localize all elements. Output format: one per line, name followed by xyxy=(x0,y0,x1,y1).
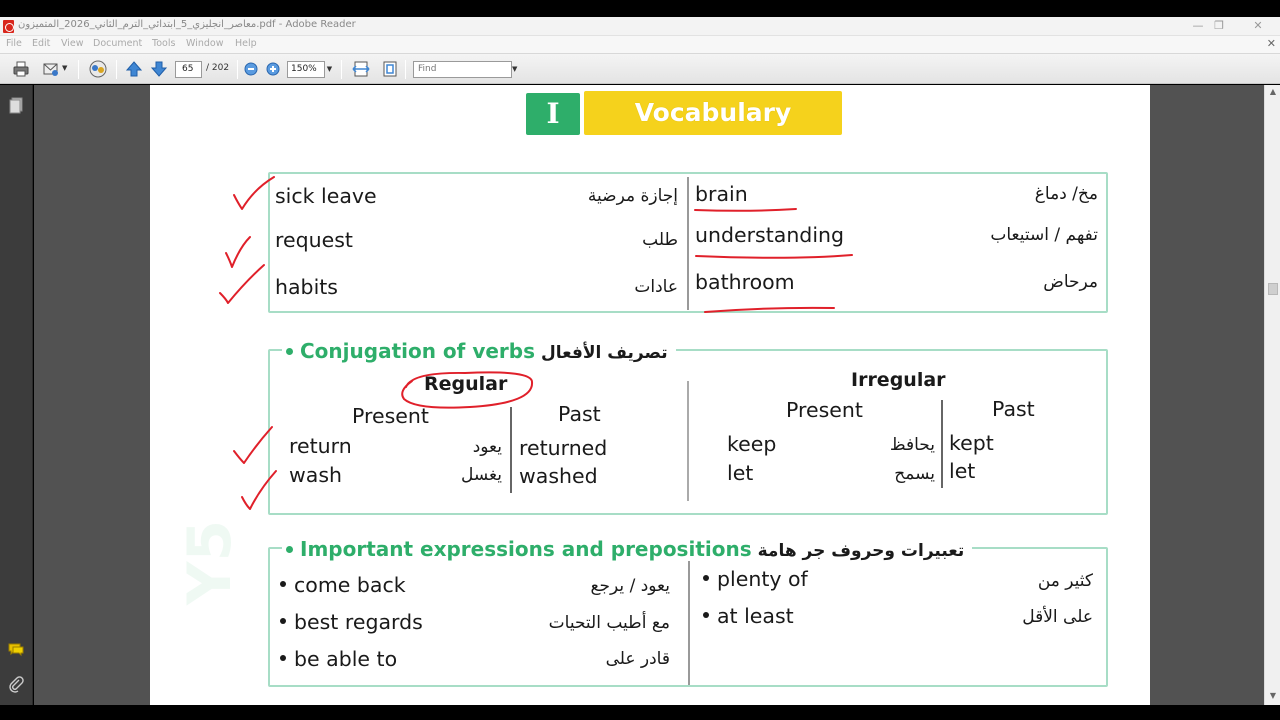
checkmark-icon xyxy=(226,237,250,267)
expression-translation: يعود / يرجع xyxy=(590,576,670,596)
vocab-translation: إجازة مرضية xyxy=(587,186,678,206)
find-input[interactable]: Find xyxy=(413,61,512,78)
regular-present-verb: wash xyxy=(289,463,343,487)
menu-window[interactable]: Window xyxy=(186,38,224,49)
conjugation-title xyxy=(282,339,676,363)
expression-item xyxy=(280,647,397,671)
menu-bar xyxy=(0,36,1280,53)
irregular-present-label: Present xyxy=(786,398,863,422)
menu-help[interactable]: Help xyxy=(235,38,257,49)
toolbar xyxy=(0,53,1280,84)
zoom-out-icon[interactable] xyxy=(244,60,258,78)
section-number: I xyxy=(526,93,580,135)
regular-past-verb: returned xyxy=(519,436,608,460)
document-viewport[interactable] xyxy=(34,85,1264,705)
collaborate-icon[interactable] xyxy=(87,60,109,78)
bottom-bar xyxy=(0,705,1280,720)
arrow-down-icon[interactable] xyxy=(150,60,168,78)
scroll-up-icon[interactable]: ▲ xyxy=(1269,87,1277,96)
vocab-translation: تفهم / استيعاب xyxy=(990,225,1098,245)
expression-item xyxy=(703,604,794,628)
vocabulary-header xyxy=(526,91,842,135)
regular-label: Regular xyxy=(424,373,508,395)
vocab-word: request xyxy=(275,228,353,252)
expression-translation: على الأقل xyxy=(1022,607,1093,627)
regular-present-verb: return xyxy=(289,434,352,458)
regular-verb-translation: يعود xyxy=(472,437,502,457)
scroll-thumb[interactable] xyxy=(1268,283,1278,295)
expression-item xyxy=(280,610,423,634)
irregular-verb-translation: يحافظ xyxy=(889,435,935,455)
expression-item xyxy=(703,567,808,591)
regular-past-label: Past xyxy=(558,402,601,426)
irregular-past-label: Past xyxy=(992,397,1035,421)
irregular-verb-translation: يسمح xyxy=(894,464,935,484)
vocabulary-table xyxy=(268,172,1108,313)
navigation-panel xyxy=(0,85,33,705)
arrow-up-icon[interactable] xyxy=(125,60,143,78)
pdf-page xyxy=(150,85,1150,705)
conjugation-title-ar: تصريف الأفعال xyxy=(541,343,668,363)
fit-page-icon[interactable] xyxy=(381,60,399,78)
vocab-translation: مخ/ دماغ xyxy=(1034,184,1098,204)
find-dropdown-icon[interactable]: ▼ xyxy=(512,65,518,73)
menu-edit[interactable]: Edit xyxy=(32,38,51,49)
close-document-icon[interactable]: ✕ xyxy=(1266,37,1276,50)
regular-present-label: Present xyxy=(352,404,429,428)
conjugation-title-en: Conjugation of verbs xyxy=(300,339,536,363)
restore-button[interactable]: ❐ xyxy=(1214,19,1224,32)
vocab-word: bathroom xyxy=(695,270,795,294)
fit-width-icon[interactable] xyxy=(352,60,370,78)
page-number-input[interactable]: 65 xyxy=(175,61,202,78)
menu-document[interactable]: Document xyxy=(93,38,143,49)
expressions-title xyxy=(282,537,972,561)
expressions-title-en: Important expressions and prepositions xyxy=(300,537,752,561)
email-dropdown-icon[interactable]: ▼ xyxy=(62,64,68,72)
pages-icon[interactable] xyxy=(8,97,24,115)
menu-file[interactable]: File xyxy=(6,38,22,49)
menu-view[interactable]: View xyxy=(61,38,84,49)
vocab-word: habits xyxy=(275,275,338,299)
printer-icon[interactable] xyxy=(12,60,30,78)
window-title: معاصر_انجليزي_5_ابتدائي_الترم_الثاني_2026_المتميزون.pdf - Adobe Reader xyxy=(18,19,356,30)
expression-text: best regards xyxy=(294,610,423,634)
zoom-in-icon[interactable] xyxy=(266,60,280,78)
irregular-label: Irregular xyxy=(851,369,946,391)
expression-translation: مع أطيب التحيات xyxy=(548,613,670,633)
expression-text: at least xyxy=(717,604,794,628)
expression-translation: كثير من xyxy=(1037,571,1093,591)
pdf-app-icon xyxy=(3,20,14,33)
vocab-translation: طلب xyxy=(642,230,678,250)
vocab-translation: مرحاض xyxy=(1043,272,1098,292)
watermark-text: Y5 xyxy=(175,519,245,605)
title-bar xyxy=(0,17,1280,36)
zoom-dropdown-icon[interactable]: ▼ xyxy=(326,65,333,73)
regular-verb-translation: يغسل xyxy=(461,465,502,485)
irregular-present-verb: keep xyxy=(727,432,777,456)
expression-text: plenty of xyxy=(717,567,808,591)
checkmark-icon xyxy=(220,265,264,303)
vocab-translation: عادات xyxy=(634,277,678,297)
expression-item xyxy=(280,573,406,597)
zoom-level-input[interactable]: 150% xyxy=(287,61,325,78)
checkmark-icon xyxy=(234,427,272,463)
vocab-word: understanding xyxy=(695,223,845,247)
vocab-word: sick leave xyxy=(275,184,377,208)
email-icon[interactable] xyxy=(42,60,60,78)
irregular-past-verb: kept xyxy=(949,431,994,455)
expression-text: be able to xyxy=(294,647,398,671)
paperclip-icon[interactable] xyxy=(8,675,24,693)
expressions-title-ar: تعبيرات وحروف جر هامة xyxy=(757,541,965,561)
comments-icon[interactable] xyxy=(8,640,24,658)
expression-translation: قادر على xyxy=(605,649,670,669)
regular-past-verb: washed xyxy=(519,464,598,488)
close-window-button[interactable]: ✕ xyxy=(1253,19,1263,32)
section-title: Vocabulary xyxy=(584,91,842,135)
vertical-scrollbar[interactable] xyxy=(1264,85,1280,705)
vocab-word: brain xyxy=(695,182,748,206)
page-total: / 202 xyxy=(206,63,230,73)
minimize-button[interactable]: — xyxy=(1192,19,1204,32)
irregular-past-verb: let xyxy=(949,459,976,483)
expression-text: come back xyxy=(294,573,406,597)
scroll-down-icon[interactable]: ▼ xyxy=(1269,691,1277,700)
irregular-present-verb: let xyxy=(727,461,754,485)
menu-tools[interactable]: Tools xyxy=(152,38,176,49)
